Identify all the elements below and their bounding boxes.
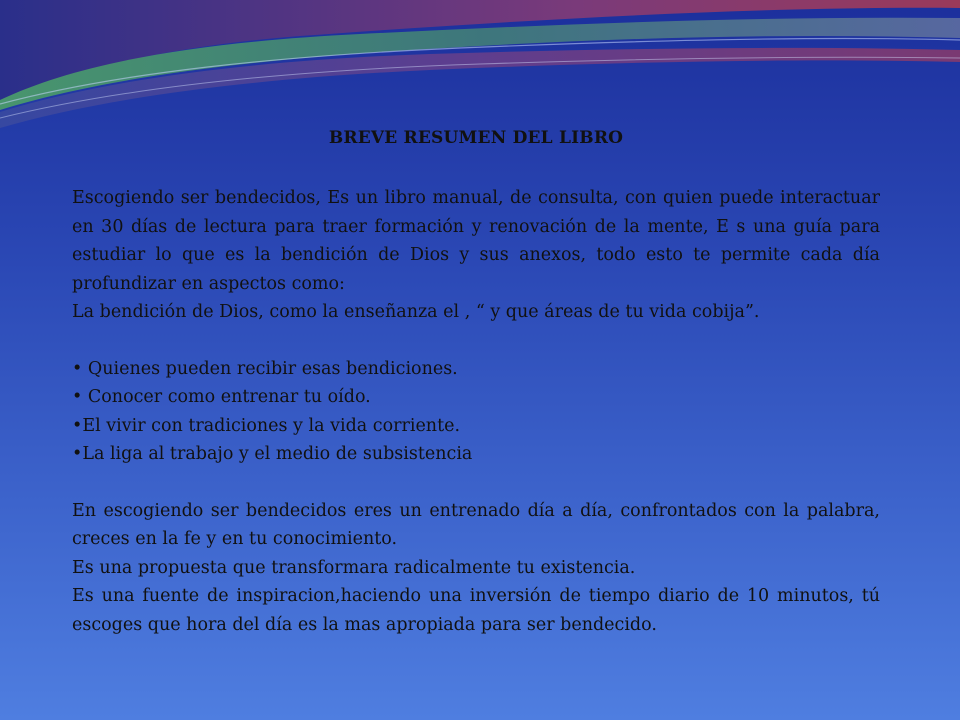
- body-paragraph: Es una propuesta que transformara radicalmente tu existencia.: [72, 557, 636, 578]
- body-paragraph: En escogiendo ser bendecidos eres un entrenado día a día, confrontados con la palabra, creces en la fe y en tu conocimiento.: [72, 500, 880, 549]
- spacer: [72, 327, 880, 355]
- intro-paragraph-line2: La bendición de Dios, como la enseñanza el , “ y que áreas de tu vida cobija”.: [72, 302, 760, 322]
- list-item: •La liga al trabajo y el medio de subsistencia: [72, 444, 473, 464]
- list-item: •El vivir con tradiciones y la vida corriente.: [72, 415, 461, 436]
- list-item: • Conocer como entrenar tu oído.: [72, 387, 371, 407]
- slide-content: [72, 128, 880, 639]
- slide-title: BREVE RESUMEN DEL LIBRO: [328, 128, 624, 148]
- list-item: • Quienes pueden recibir esas bendiciones.: [72, 358, 458, 379]
- intro-paragraph: Escogiendo ser bendecidos, Es un libro manual, de consulta, con quien puede interactuar en 30 días de lectura para traer formación y renovación de la mente, E s una guía para estudiar lo que es la bendición de Dios y sus anexos, todo esto te permite cada día profundizar en aspectos como:: [72, 188, 880, 294]
- body-paragraph: Es una fuente de inspiracion,haciendo una inversión de tiempo diario de 10 minutos, tú escoges que hora del día es la mas apropiada para ser bendecido.: [72, 586, 880, 635]
- spacer: [72, 469, 880, 497]
- decorative-waves: [0, 0, 960, 140]
- topic-list: [72, 355, 880, 469]
